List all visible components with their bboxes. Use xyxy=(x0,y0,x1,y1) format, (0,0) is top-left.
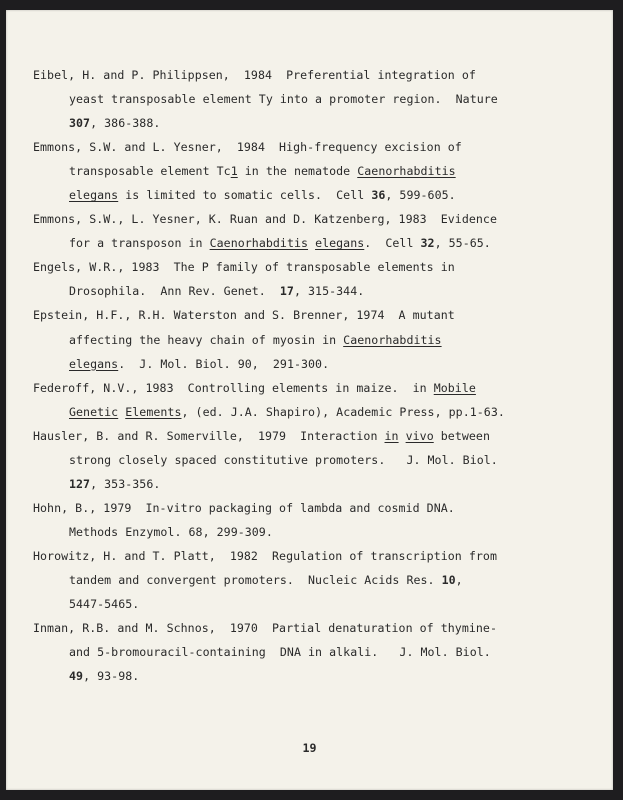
reference-first-line xyxy=(33,544,601,568)
document-page xyxy=(6,10,613,790)
reference-text: in the nematode xyxy=(237,164,358,179)
reference-first-line xyxy=(33,63,601,87)
reference-text: tandem and convergent promoters. Nucleic Acids Res. xyxy=(69,572,442,587)
volume-number: 127 xyxy=(69,476,91,491)
reference-entry xyxy=(33,376,601,424)
underlined-text: Caenorhabditis xyxy=(209,236,309,251)
reference-text: is limited to somatic cells. Cell xyxy=(118,188,372,203)
reference-text: Federoff, N.V., 1983 Controlling elements in maize. in xyxy=(33,380,434,395)
underlined-text: elegans xyxy=(69,188,119,203)
volume-number: 10 xyxy=(441,572,456,587)
reference-continuation-line xyxy=(33,87,601,111)
underlined-text: Mobile xyxy=(433,380,476,395)
reference-text: Hausler, B. and R. Somerville, 1979 Interaction xyxy=(33,428,385,443)
reference-text: . J. Mol. Biol. 90, 291-300. xyxy=(118,356,330,371)
underlined-text: in xyxy=(384,428,399,443)
reference-text: , 55-65. xyxy=(434,236,491,251)
reference-continuation-line xyxy=(33,592,601,616)
reference-continuation-line xyxy=(33,352,601,376)
reference-entry xyxy=(33,135,601,207)
reference-first-line xyxy=(33,303,601,327)
reference-text: Methods Enzymol. 68, 299-309. xyxy=(69,524,273,539)
reference-text xyxy=(399,429,406,443)
reference-text: , 315-344. xyxy=(293,284,365,299)
reference-text: yeast transposable element Ty into a promoter region. Nature xyxy=(69,92,498,107)
reference-entry xyxy=(33,424,601,496)
reference-text: affecting the heavy chain of myosin in xyxy=(69,332,344,347)
reference-text: , xyxy=(455,572,463,587)
reference-text: Emmons, S.W. and L. Yesner, 1984 High-frequency excision of xyxy=(33,140,462,155)
underlined-text: Elements xyxy=(125,404,182,419)
underlined-text: Caenorhabditis xyxy=(343,332,442,347)
volume-number: 49 xyxy=(69,669,84,684)
reference-continuation-line xyxy=(33,159,601,183)
underlined-text: 1 xyxy=(230,164,238,179)
reference-text: Engels, W.R., 1983 The P family of transposable elements in xyxy=(33,260,455,275)
reference-text: Hohn, B., 1979 In-vitro packaging of lambda and cosmid DNA. xyxy=(33,500,455,515)
reference-text: . Cell xyxy=(364,236,421,251)
reference-text: , 599-605. xyxy=(385,188,456,203)
reference-text: Inman, R.B. and M. Schnos, 1970 Partial denaturation of thymine- xyxy=(33,621,497,636)
reference-text: transposable element Tc xyxy=(69,164,231,179)
reference-text: , 93-98. xyxy=(83,669,140,684)
reference-text: Eibel, H. and P. Philippsen, 1984 Preferential integration of xyxy=(33,68,476,82)
reference-first-line xyxy=(33,376,601,400)
volume-number: 32 xyxy=(420,236,435,251)
reference-continuation-line xyxy=(33,400,601,424)
underlined-text: Caenorhabditis xyxy=(357,164,456,179)
underlined-text: vivo xyxy=(405,428,434,443)
reference-entry xyxy=(33,616,601,688)
reference-text: , (ed. J.A. Shapiro), Academic Press, pp.1-63. xyxy=(181,404,505,419)
reference-continuation-line xyxy=(33,279,601,303)
reference-entry xyxy=(33,496,601,544)
reference-entry xyxy=(33,255,601,303)
reference-first-line xyxy=(33,496,601,520)
reference-text: Drosophila. Ann Rev. Genet. xyxy=(69,284,280,299)
volume-number: 17 xyxy=(279,284,294,299)
reference-entry xyxy=(33,207,601,255)
volume-number: 307 xyxy=(69,116,91,131)
reference-text xyxy=(308,236,315,250)
page-number: 19 xyxy=(302,741,317,755)
reference-continuation-line xyxy=(33,231,601,255)
reference-first-line xyxy=(33,424,601,448)
reference-text: Horowitz, H. and T. Platt, 1982 Regulation of transcription from xyxy=(33,548,497,563)
reference-text: , 386-388. xyxy=(90,116,161,131)
reference-entry xyxy=(33,303,601,375)
underlined-text: Genetic xyxy=(69,404,119,419)
reference-first-line xyxy=(33,135,601,159)
reference-continuation-line xyxy=(33,111,601,135)
reference-continuation-line xyxy=(33,183,601,207)
reference-text: for a transposon in xyxy=(69,236,210,251)
reference-continuation-line xyxy=(33,664,601,688)
reference-text: strong closely spaced constitutive promoters. J. Mol. Biol. xyxy=(69,452,498,467)
reference-continuation-line xyxy=(33,448,601,472)
reference-text: between xyxy=(433,428,490,443)
reference-continuation-line xyxy=(33,640,601,664)
reference-text: and 5-bromouracil-containing DNA in alkali. J. Mol. Biol. xyxy=(69,645,491,660)
reference-text: Epstein, H.F., R.H. Waterston and S. Brenner, 1974 A mutant xyxy=(33,308,455,323)
reference-text: Emmons, S.W., L. Yesner, K. Ruan and D. Katzenberg, 1983 Evidence xyxy=(33,212,497,227)
reference-entry xyxy=(33,544,601,616)
reference-continuation-line xyxy=(33,520,601,544)
reference-first-line xyxy=(33,207,601,231)
reference-continuation-line xyxy=(33,568,601,592)
reference-list xyxy=(33,63,601,688)
underlined-text: elegans xyxy=(69,356,119,371)
volume-number: 36 xyxy=(371,188,386,203)
reference-entry xyxy=(33,63,601,135)
reference-text: , 353-356. xyxy=(90,476,161,491)
reference-continuation-line xyxy=(33,472,601,496)
reference-first-line xyxy=(33,616,601,640)
reference-text: 5447-5465. xyxy=(69,597,140,612)
reference-first-line xyxy=(33,255,601,279)
underlined-text: elegans xyxy=(315,236,365,251)
reference-continuation-line xyxy=(33,328,601,352)
